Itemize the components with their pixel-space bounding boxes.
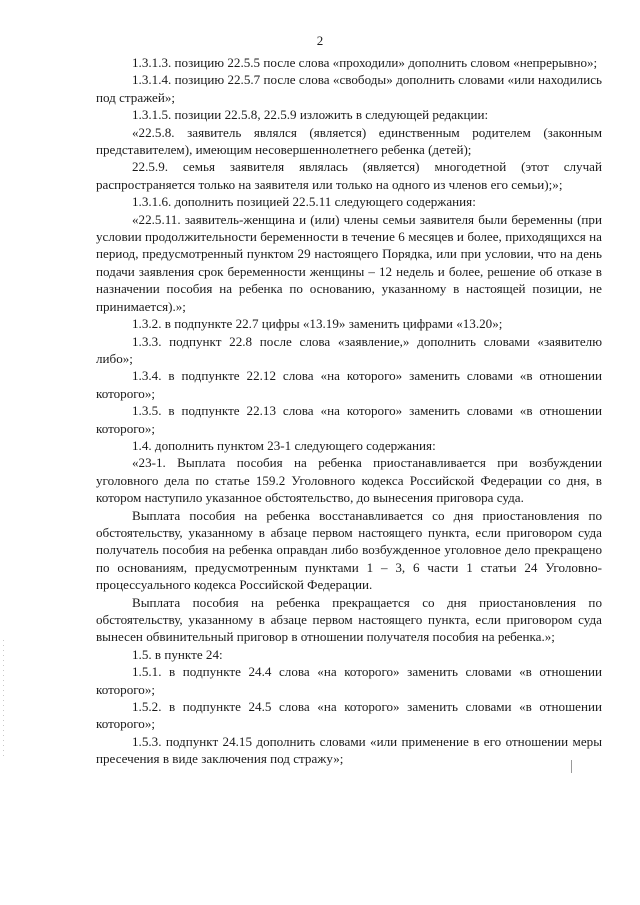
paragraph-1-5: 1.5. в пункте 24:	[132, 646, 223, 662]
paragraph-1-5-2: 1.5.2. в подпункте 24.5 слова «на которого» заменить словами «в отношении которого»;	[96, 699, 602, 732]
paragraph-22-5-11: «22.5.11. заявитель-женщина и (или) члены семьи заявителя были беременны (при условии продолжительности беременности в течение 6 месяцев и более, приходящихся на период, предусмотренный пунктом 29 настоящего Порядка, или при условии, что на день подачи заявления срок беременности женщины – 12 недель и более, решение об отказе в назначении пособия на ребенка по основанию, указанному в настоящей позиции, не принимается).»;	[96, 211, 602, 314]
paragraph-1-5-1: 1.5.1. в подпункте 24.4 слова «на которого» заменить словами «в отношении которого»;	[96, 664, 602, 697]
paragraph-1-4: 1.4. дополнить пунктом 23-1 следующего содержания:	[132, 437, 436, 453]
paragraph-1-3-1-5: 1.3.1.5. позиции 22.5.8, 22.5.9 изложить в следующей редакции:	[132, 107, 489, 123]
paragraph-1-3-4: 1.3.4. в подпункте 22.12 слова «на которого» заменить словами «в отношении которого»;	[96, 368, 602, 401]
paragraph-1-3-3: 1.3.3. подпункт 22.8 после слова «заявление,» дополнить словами «заявителю либо»;	[96, 333, 602, 366]
paragraph-23-1-terminate: Выплата пособия на ребенка прекращается со дня приостановления по обстоятельству, указанному в абзаце первом настоящего пункта, если приговором суда вынесен обвинительный приговор в отношении получателя пособия на ребенка.»;	[96, 594, 602, 645]
page-number: 2	[316, 33, 324, 48]
document-body	[96, 54, 602, 768]
paragraph-23-1-restore: Выплата пособия на ребенка восстанавливается со дня приостановления по обстоятельству, указанному в абзаце первом настоящего пункта, если приговором суда получатель пособия на ребенка оправдан либо возбужденное уголовное дело прекращено по основаниям, предусмотренным пунктами 1 – 3, 6 части 1 статьи 24 Уголовно-процессуального кодекса Российской Федерации.	[96, 507, 602, 593]
paragraph-22-5-8: «22.5.8. заявитель являлся (является) единственным родителем (законным представителем), имеющим несовершеннолетнего ребенка (детей);	[96, 124, 602, 158]
paragraph-1-5-3: 1.5.3. подпункт 24.15 дополнить словами «или применение в его отношении меры пресечения в виде заключения под стражу»;	[96, 733, 602, 767]
paragraph-23-1: «23-1. Выплата пособия на ребенка приостанавливается при возбуждении уголовного дела по статье 159.2 Уголовного кодекса Российской Федерации со дня, в котором наступило указанное обстоятельство, до вынесения приговора суда.	[96, 455, 602, 506]
paragraph-1-3-1-6: 1.3.1.6. дополнить позицией 22.5.11 следующего содержания:	[132, 194, 476, 210]
scan-edge-dots	[3, 640, 4, 760]
paragraph-1-3-2: 1.3.2. в подпункте 22.7 цифры «13.19» заменить цифрами «13.20»;	[132, 316, 503, 332]
paragraph-1-3-1-4: 1.3.1.4. позицию 22.5.7 после слова «свободы» дополнить словами «или находились под стражей»;	[96, 72, 602, 105]
scan-artifact-mark	[571, 760, 572, 773]
paragraph-1-3-1-3: 1.3.1.3. позицию 22.5.5 после слова «проходили» дополнить словом «непрерывно»;	[132, 55, 598, 70]
paragraph-22-5-9: 22.5.9. семья заявителя являлась (является) многодетной (этот случай распространяется только на заявителя или только на одного из членов его семьи);»;	[96, 159, 602, 192]
paragraph-1-3-5: 1.3.5. в подпункте 22.13 слова «на которого» заменить словами «в отношении которого»;	[96, 403, 602, 436]
